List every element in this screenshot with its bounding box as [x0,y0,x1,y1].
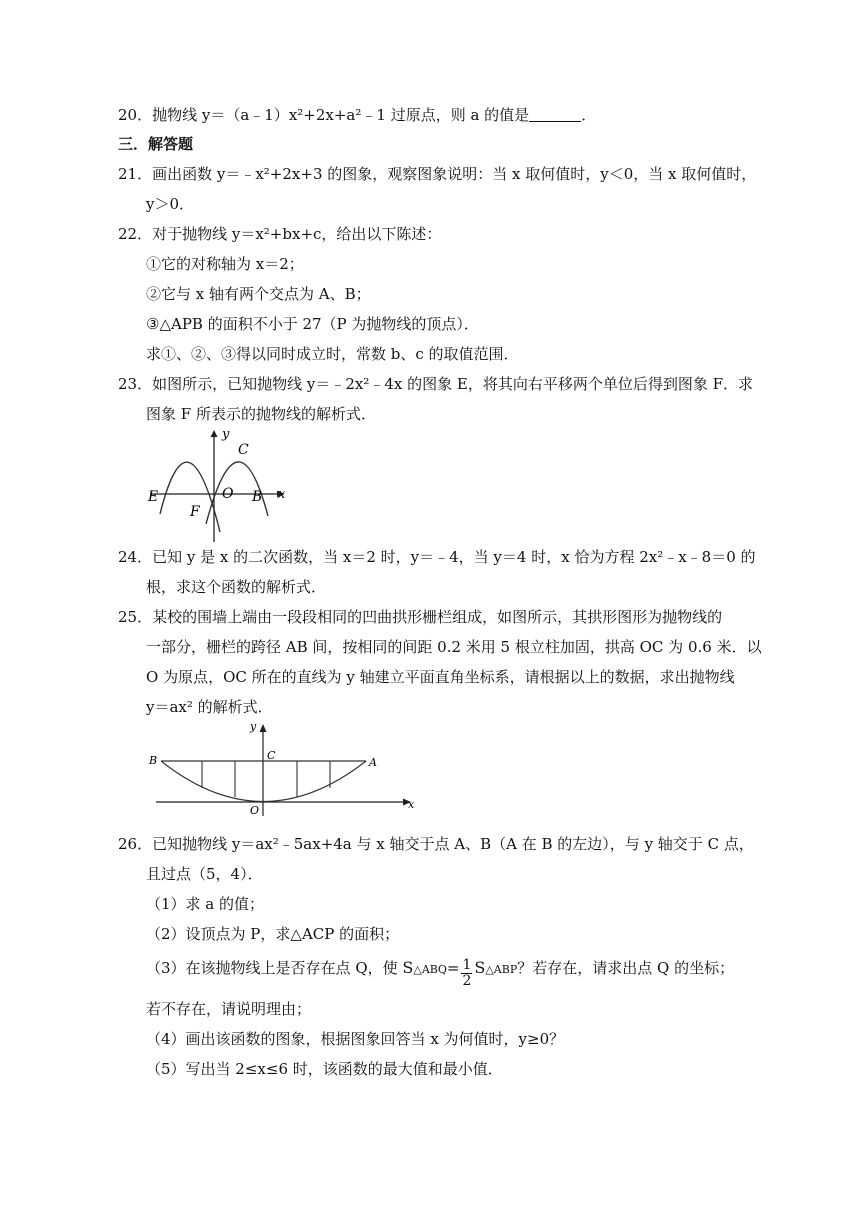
statement-1: ①它的对称轴为 x＝2； [146,255,304,273]
triangle-abq: △ABQ [413,963,447,976]
question-text: 抛物线 y＝（a﹣1）x²+2x+a²﹣1 过原点，则 a 的值是 [152,106,530,124]
question-text: 画出函数 y＝﹣x²+2x+3 的图象，观察图象说明：当 x 取何值时，y＜0，当 x 取何值时， [152,165,757,183]
question-number: 21． [118,165,153,183]
question-23-line-2: 图象 F 所表示的抛物线的解析式． [146,405,376,423]
fraction-one-half: $\frac{1}{2}$ [462,957,472,989]
part-3-continued: 若不存在，请说明理由； [146,1000,312,1018]
statement-2: ②它与 x 轴有两个交点为 A、B； [146,285,371,303]
fig23-label-y: y [222,427,230,442]
question-number: 26． [118,835,153,853]
figure-23-parabola-graph [142,424,302,544]
fig23-label-f: F [190,504,200,520]
question-number: 20． [118,106,153,124]
part-2: （2）设顶点为 P，求△ACP 的面积； [146,925,400,943]
question-text: 某校的围墙上端由一段段相同的凹曲拱形栅栏组成，如图所示，其拱形图形为抛物线的 [152,608,723,626]
fig25-label-c: C [267,749,276,762]
part-5: （5）写出当 2≤x≤6 时，该函数的最大值和最小值． [146,1060,503,1078]
question-number: 23． [118,375,153,393]
figure-25-fence-arch [146,720,418,820]
question-22-ask: 求①、②、③得以同时成立时，常数 b、c 的取值范围． [146,345,519,363]
question-21-line-2: y＞0． [146,195,195,213]
statement-3: ③△APB 的面积不小于 27（P 为抛物线的顶点）． [146,315,479,333]
part-1: （1）求 a 的值； [146,895,265,913]
question-number: 22． [118,225,153,243]
fig23-label-b: B [252,489,263,505]
fig25-label-b: B [149,754,158,767]
fig25-label-o: O [250,804,260,817]
triangle-abp: △ABP [485,963,518,976]
part-4: （4）画出该函数的图象，根据图象回答当 x 为何值时，y≥0？ [146,1030,565,1048]
question-22 [118,224,441,244]
fig25-label-a: A [369,756,377,769]
fig25-label-y: y [250,720,257,733]
question-text: 如图所示，已知抛物线 y＝﹣2x²﹣4x 的图象 E，将其向右平移两个单位后得到图象 F．求 [152,375,754,393]
part-3: （3）在该抛物线上是否存在点 Q，使 S△ABQ= $\frac{1}{2}$ S△ABP？若存在，请求出点 Q 的坐标； [146,957,735,989]
question-25-line-2: 一部分，栅栏的跨径 AB 间，按相同的间距 0.2 米用 5 根立柱加固，拱高 OC 为 0.6 米．以 [146,638,762,656]
area-symbol: S [474,958,486,977]
question-25-line-3: O 为原点，OC 所在的直线为 y 轴建立平面直角坐标系，请根据以上的数据，求出抛物线 [146,668,735,686]
answer-blank[interactable] [529,107,581,122]
fig23-label-x: x [278,487,286,502]
section-heading: 三．解答题 [118,135,194,153]
question-26 [118,834,754,854]
question-25-line-4: y＝ax² 的解析式． [146,698,273,716]
question-26-line-2: 且过点（5，4）． [146,865,263,883]
area-symbol: S [402,958,414,977]
question-20: 20．抛物线 y＝（a﹣1）x²+2x+a²﹣1 过原点，则 a 的值是 ． [118,106,597,124]
question-text: 对于抛物线 y＝x²+bx+c，给出以下陈述： [152,225,442,243]
question-text: 已知抛物线 y＝ax²﹣5ax+4a 与 x 轴交于点 A、B（A 在 B 的左边），与 y 轴交于 C 点， [152,835,754,853]
question-21 [118,164,756,184]
question-25 [118,607,722,627]
question-text: 已知 y 是 x 的二次函数，当 x＝2 时，y＝﹣4，当 y＝4 时，x 恰为方程 2x²﹣x﹣8＝0 的 [152,548,756,566]
question-number: 25． [118,608,153,626]
question-24-line-2: 根，求这个函数的解析式． [146,578,327,596]
fig25-label-x: x [408,798,415,811]
question-24 [118,547,756,567]
fig23-label-e: E [148,489,159,505]
fig23-label-c: C [238,442,249,458]
question-23 [118,374,753,394]
fig23-label-o: O [222,486,234,502]
question-number: 24． [118,548,153,566]
